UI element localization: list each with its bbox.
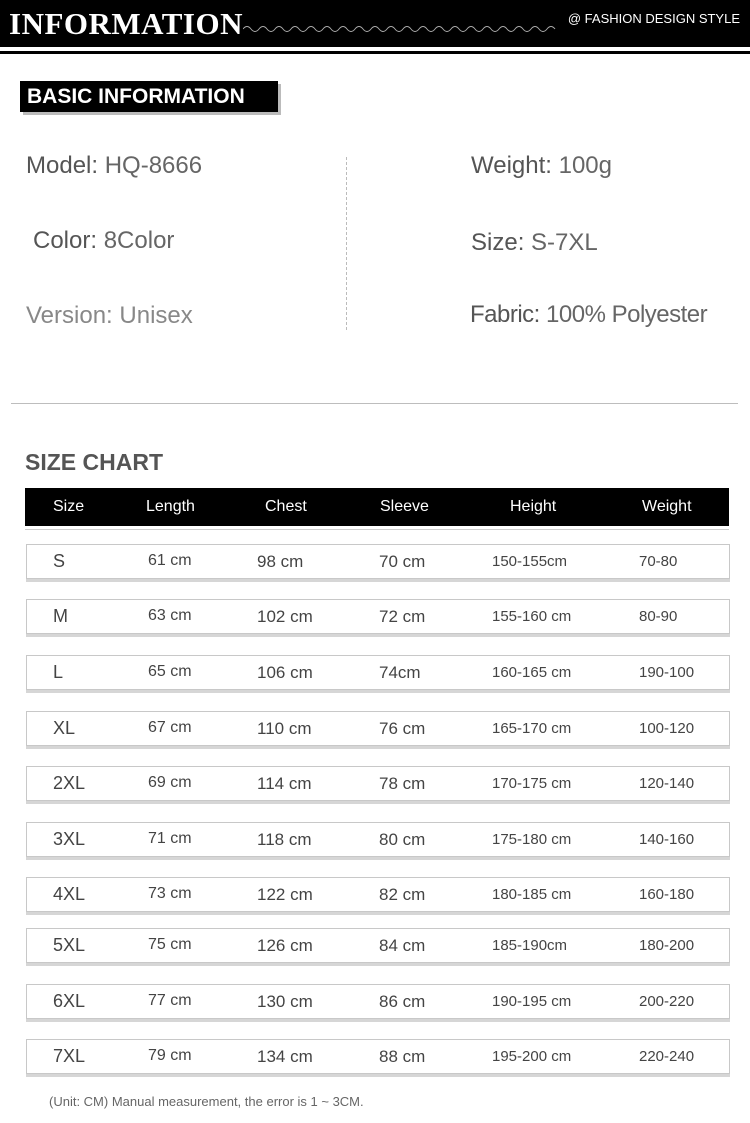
table-cell: 190-195 cm xyxy=(492,993,572,1010)
info-version-value: Unisex xyxy=(119,302,193,329)
table-cell: 73 cm xyxy=(148,885,192,902)
table-cell: 185-190cm xyxy=(492,937,568,954)
table-cell: 79 cm xyxy=(148,1047,192,1064)
table-cell: 72 cm xyxy=(379,607,426,626)
table-cell: 5XL xyxy=(53,935,86,955)
table-cell: 70-80 xyxy=(639,553,678,570)
section-divider xyxy=(11,403,738,404)
table-row xyxy=(26,877,730,912)
size-chart-title: SIZE CHART xyxy=(25,449,163,475)
table-row xyxy=(26,822,730,857)
info-color-key: Color: xyxy=(33,227,98,254)
col-header-height: Height xyxy=(510,498,557,515)
table-cell: 155-160 cm xyxy=(492,608,572,625)
header-banner xyxy=(0,0,750,47)
table-cell: 200-220 xyxy=(639,993,695,1010)
table-cell: 122 cm xyxy=(257,885,313,904)
table-cell: 110 cm xyxy=(257,719,312,738)
table-cell: 120-140 xyxy=(639,775,695,792)
table-cell: 82 cm xyxy=(379,885,426,904)
table-cell: 84 cm xyxy=(379,936,426,955)
table-cell: XL xyxy=(53,718,76,738)
table-cell: 76 cm xyxy=(379,719,426,738)
table-cell: 70 cm xyxy=(379,552,426,571)
table-cell: 74cm xyxy=(379,663,421,682)
col-header-chest: Chest xyxy=(265,498,307,515)
info-divider xyxy=(346,157,347,330)
basic-info-label-text: BASIC INFORMATION xyxy=(27,85,245,108)
table-cell: 118 cm xyxy=(257,830,312,849)
table-cell: 63 cm xyxy=(148,607,192,624)
table-cell: 7XL xyxy=(53,1046,86,1066)
page-title: INFORMATION xyxy=(9,6,243,41)
table-cell: 160-180 xyxy=(639,886,695,903)
table-cell: 3XL xyxy=(53,829,86,849)
table-row xyxy=(26,544,730,579)
info-fabric-value: 100% Polyester xyxy=(546,301,708,328)
table-row xyxy=(26,766,730,801)
table-cell: 130 cm xyxy=(257,992,313,1011)
table-cell: 180-185 cm xyxy=(492,886,572,903)
info-color-value: 8Color xyxy=(103,227,175,254)
table-cell: 71 cm xyxy=(148,830,192,847)
table-row xyxy=(26,1039,730,1074)
table-cell: 61 cm xyxy=(148,552,192,569)
col-header-length: Length xyxy=(146,498,195,515)
table-cell: L xyxy=(53,662,64,682)
table-cell: 80-90 xyxy=(639,608,678,625)
table-cell: 180-200 xyxy=(639,937,695,954)
table-cell: 190-100 xyxy=(639,664,695,681)
table-cell: 160-165 cm xyxy=(492,664,572,681)
table-cell: 65 cm xyxy=(148,663,192,680)
table-cell: 150-155cm xyxy=(492,553,568,570)
col-header-size: Size xyxy=(53,498,85,515)
col-header-weight: Weight xyxy=(642,498,692,515)
info-fabric-key: Fabric: xyxy=(470,301,540,328)
table-cell: S xyxy=(53,551,66,571)
info-version-key: Version: xyxy=(26,302,113,329)
info-weight xyxy=(471,152,612,180)
table-cell: 86 cm xyxy=(379,992,426,1011)
table-cell: 114 cm xyxy=(257,774,312,793)
table-cell: 2XL xyxy=(53,773,86,793)
info-version xyxy=(26,302,193,330)
brand-tagline: @ FASHION DESIGN STYLE xyxy=(567,11,740,26)
table-cell: M xyxy=(53,606,68,626)
table-cell: 67 cm xyxy=(148,719,192,736)
info-size-value: S-7XL xyxy=(531,229,598,256)
table-cell: 220-240 xyxy=(639,1048,695,1065)
table-row xyxy=(26,984,730,1019)
table-cell: 195-200 cm xyxy=(492,1048,572,1065)
table-cell: 134 cm xyxy=(257,1047,313,1066)
header-underline-rule xyxy=(25,529,729,530)
wave-decoration xyxy=(243,22,557,36)
table-cell: 175-180 cm xyxy=(492,831,572,848)
table-cell: 75 cm xyxy=(148,936,192,953)
table-cell: 100-120 xyxy=(639,720,695,737)
table-cell: 106 cm xyxy=(257,663,313,682)
table-cell: 77 cm xyxy=(148,992,192,1009)
info-model-key: Model: xyxy=(26,152,99,179)
table-cell: 78 cm xyxy=(379,774,426,793)
table-cell: 102 cm xyxy=(257,607,313,626)
col-header-sleeve: Sleeve xyxy=(380,498,429,515)
table-row xyxy=(26,711,730,746)
info-color xyxy=(33,227,174,255)
info-size-key: Size: xyxy=(471,229,525,256)
table-cell: 98 cm xyxy=(257,552,304,571)
size-chart-header xyxy=(25,488,729,526)
table-cell: 69 cm xyxy=(148,774,192,791)
table-cell: 88 cm xyxy=(379,1047,426,1066)
table-cell: 6XL xyxy=(53,991,86,1011)
info-weight-value: 100g xyxy=(558,152,612,179)
table-row xyxy=(26,928,730,963)
table-cell: 80 cm xyxy=(379,830,426,849)
table-cell: 170-175 cm xyxy=(492,775,572,792)
info-model xyxy=(26,152,202,180)
table-cell: 140-160 xyxy=(639,831,695,848)
table-row xyxy=(26,655,730,690)
info-weight-key: Weight: xyxy=(471,152,552,179)
header-underline xyxy=(0,51,750,54)
footnote: (Unit: CM) Manual measurement, the error is 1 ~ 3CM. xyxy=(49,1094,364,1109)
basic-info-label xyxy=(20,81,278,112)
info-fabric xyxy=(470,301,707,329)
info-size xyxy=(471,229,598,257)
info-model-value: HQ-8666 xyxy=(104,152,203,179)
table-cell: 165-170 cm xyxy=(492,720,572,737)
table-cell: 126 cm xyxy=(257,936,313,955)
table-row xyxy=(26,599,730,634)
table-cell: 4XL xyxy=(53,884,86,904)
